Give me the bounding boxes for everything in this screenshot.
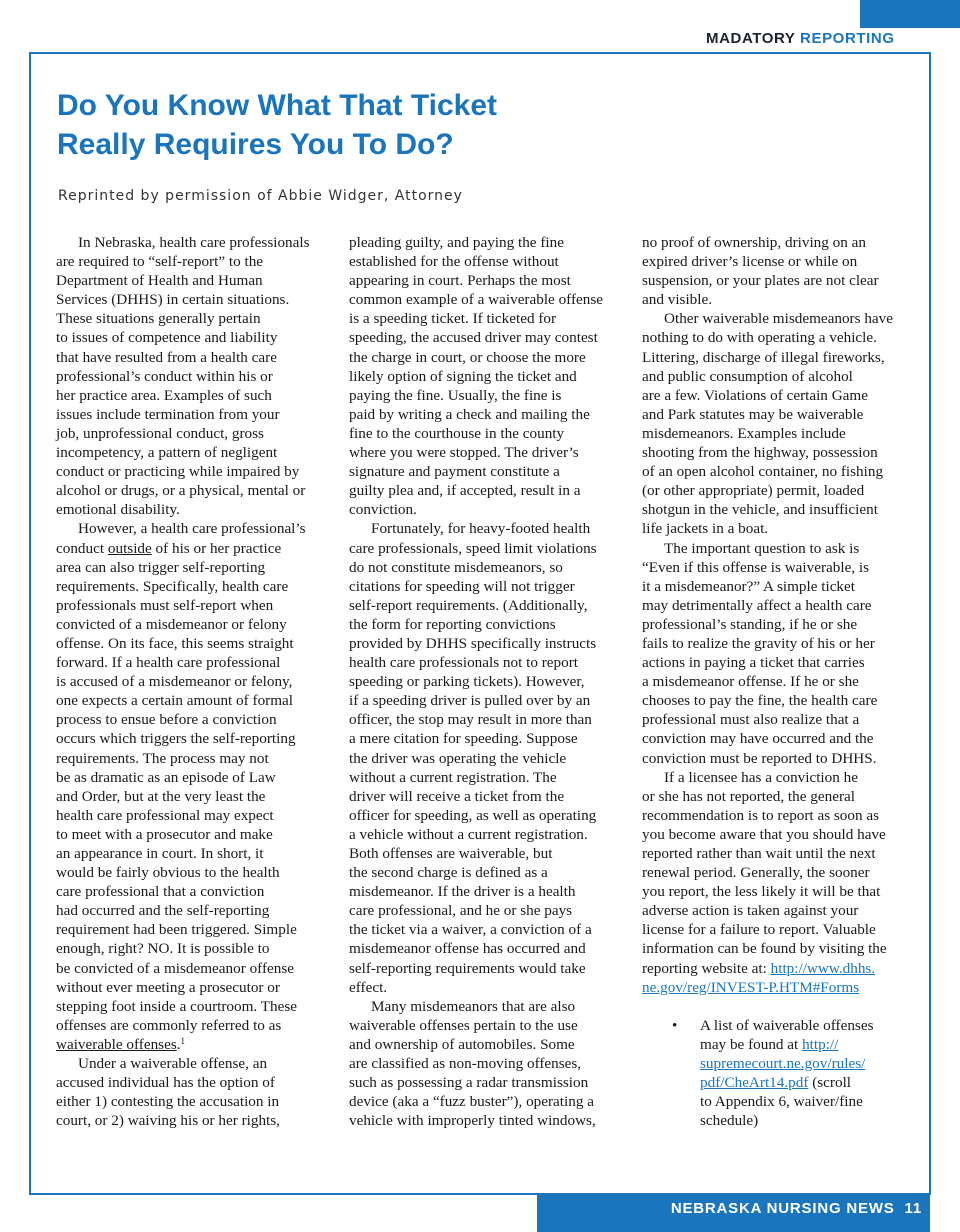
text-line: Other waiverable misdemeanors have xyxy=(664,310,893,328)
text-line: reported rather than wait until the next xyxy=(642,845,876,862)
supreme-court-link[interactable]: http:// xyxy=(802,1035,839,1053)
text-line: where you were stopped. The driver’s xyxy=(349,444,579,462)
text-line: a misdemeanor offense. If he or she xyxy=(642,673,859,691)
text-line: Fortunately, for heavy-footed health xyxy=(371,520,591,538)
text-line: shooting from the highway, possession xyxy=(642,444,878,462)
text-line: are required to “self-report” to the xyxy=(56,253,264,271)
footer xyxy=(671,1200,922,1217)
text-line: professional’s standing, if he or she xyxy=(642,615,858,633)
text-line: is a speeding ticket. If ticketed for xyxy=(349,310,557,328)
text-column-3 xyxy=(642,233,918,1130)
text-line: misdemeanors. Examples include xyxy=(642,424,846,442)
text-line: health care professionals not to report xyxy=(349,654,578,672)
text-line: the ticket via a waiver, a conviction of a xyxy=(349,921,592,939)
section-label xyxy=(706,30,895,47)
text-line: professional must also realize that a xyxy=(642,711,860,729)
text-line: fails to realize the gravity of his or her xyxy=(642,634,875,652)
text-line: alcohol or drugs, or a physical, mental or xyxy=(56,482,306,500)
text-line: fine to the courthouse in the county xyxy=(349,424,565,442)
text-line: occurs which triggers the self-reporting xyxy=(56,730,296,748)
text-fragment: of his or her practice xyxy=(155,539,282,557)
text-line: recommendation is to report as soon as xyxy=(642,806,880,824)
article-title xyxy=(57,86,657,164)
text-line: However, a health care professional’s xyxy=(78,520,306,538)
text-line: driver will receive a ticket from the xyxy=(349,787,565,805)
text-line: a vehicle without a current registration. xyxy=(349,825,588,843)
text-line: the driver was operating the vehicle xyxy=(349,749,567,767)
text-column-1 xyxy=(56,233,336,1130)
text-line: Department of Health and Human xyxy=(56,272,263,290)
text-line: adverse action is taken against your xyxy=(642,902,859,920)
text-line: emotional disability. xyxy=(56,501,180,519)
text-line: pleading guilty, and paying the fine xyxy=(349,234,564,251)
text-line: “Even if this offense is waiverable, is xyxy=(642,558,870,576)
text-line: (or other appropriate) permit, loaded xyxy=(642,482,865,500)
text-line: schedule) xyxy=(700,1112,759,1130)
text-line: would be fairly obvious to the health xyxy=(56,864,280,882)
title-line-2: Really Requires You To Do? xyxy=(57,128,454,161)
publication-name: NEBRASKA NURSING NEWS xyxy=(670,1200,895,1217)
text-line: Many misdemeanors that are also xyxy=(371,997,576,1015)
text-line: expired driver’s license or while on xyxy=(642,253,858,271)
text-line: such as possessing a radar transmission xyxy=(349,1074,589,1092)
text-line: established for the offense without xyxy=(349,253,559,271)
text-line: are a few. Violations of certain Game xyxy=(642,386,868,404)
text-line: shotgun in the vehicle, and insufficient xyxy=(642,501,878,519)
text-line: and Park statutes may be waiverable xyxy=(642,405,864,423)
text-line: incompetency, a pattern of negligent xyxy=(56,444,278,462)
footnote-marker: 1 xyxy=(180,1035,186,1046)
text-line: paying the fine. Usually, the fine is xyxy=(349,386,562,404)
text-line: care professional that a conviction xyxy=(56,883,265,901)
text-line: misdemeanor offense has occurred and xyxy=(349,940,586,958)
text-line: you report, the less likely it will be that xyxy=(642,883,881,901)
text-line: life jackets in a boat. xyxy=(642,520,769,538)
text-fragment: conduct xyxy=(56,539,105,557)
text-line: signature and payment constitute a xyxy=(349,463,560,481)
text-line: conviction must be reported to DHHS. xyxy=(642,749,877,767)
text-line: vehicle with improperly tinted windows, xyxy=(349,1112,596,1130)
text-line: an appearance in court. In short, it xyxy=(56,845,264,862)
text-fragment: (scroll xyxy=(812,1074,852,1092)
title-line-1: Do You Know What That Ticket xyxy=(57,89,498,122)
text-line: be as dramatic as an episode of Law xyxy=(56,768,276,786)
text-line xyxy=(642,959,918,978)
text-line: of an open alcohol container, no fishing xyxy=(642,463,884,481)
text-line: self-reporting requirements would take xyxy=(349,959,586,977)
text-line: be convicted of a misdemeanor offense xyxy=(56,959,294,977)
text-line: self-report requirements. (Additionally, xyxy=(349,596,588,614)
text-fragment: may be found at xyxy=(700,1035,799,1053)
text-line: and Order, but at the very least the xyxy=(56,787,266,805)
text-line: either 1) contesting the accusation in xyxy=(56,1093,280,1111)
text-line: misdemeanor. If the driver is a health xyxy=(349,883,576,901)
text-line: professionals must self-report when xyxy=(56,596,274,614)
text-line: speeding or parking tickets). However, xyxy=(349,673,585,691)
text-line: suspension, or your plates are not clear xyxy=(642,272,879,290)
text-line: information can be found by visiting the xyxy=(642,940,887,958)
text-line: process to ensue before a conviction xyxy=(56,711,277,729)
text-line: stepping foot inside a courtroom. These xyxy=(56,997,297,1015)
text-line: is accused of a misdemeanor or felony, xyxy=(56,673,293,691)
text-line xyxy=(700,1035,918,1054)
section-label-dark: MADATORY xyxy=(706,30,796,47)
text-line: area can also trigger self-reporting xyxy=(56,558,266,576)
text-line: effect. xyxy=(349,978,388,996)
text-line xyxy=(642,978,918,997)
text-line: paid by writing a check and mailing the xyxy=(349,405,590,423)
text-line: care professionals, speed limit violations xyxy=(349,539,597,557)
text-line: nothing to do with operating a vehicle. xyxy=(642,329,877,347)
text-line: are classified as non-moving offenses, xyxy=(349,1055,582,1073)
text-line: to Appendix 6, waiver/fine xyxy=(700,1093,863,1111)
text-line: renewal period. Generally, the sooner xyxy=(642,864,870,882)
text-line: it a misdemeanor?” A simple ticket xyxy=(642,577,855,595)
text-line: In Nebraska, health care professionals xyxy=(78,234,310,251)
text-line: actions in paying a ticket that carries xyxy=(642,654,865,672)
text-line: If a licensee has a conviction he xyxy=(664,768,858,786)
corner-accent-tab xyxy=(860,0,960,28)
text-line: you become aware that you should have xyxy=(642,825,886,843)
text-line: and public consumption of alcohol xyxy=(642,367,853,385)
text-line: common example of a waiverable offense xyxy=(349,291,604,309)
supreme-court-link-end[interactable]: pdf/CheArt14.pdf xyxy=(700,1074,809,1092)
text-line xyxy=(56,539,336,558)
section-label-light: REPORTING xyxy=(800,30,895,47)
text-line: forward. If a health care professional xyxy=(56,654,281,672)
text-line: professional’s conduct within his or xyxy=(56,367,273,385)
text-line: to meet with a prosecutor and make xyxy=(56,825,273,843)
text-line: had occurred and the self-reporting xyxy=(56,902,270,920)
text-line xyxy=(56,1035,336,1054)
supreme-court-link-continued[interactable]: supremecourt.ne.gov/rules/ xyxy=(700,1055,866,1073)
text-line: the charge in court, or choose the more xyxy=(349,348,586,366)
text-line: care professional, and he or she pays xyxy=(349,902,573,920)
text-line: likely option of signing the ticket and xyxy=(349,367,577,385)
text-line: conviction. xyxy=(349,501,417,519)
text-line: requirements. The process may not xyxy=(56,749,269,767)
text-line: accused individual has the option of xyxy=(56,1074,275,1092)
text-line: no proof of ownership, driving on an xyxy=(642,234,866,251)
emphasis-outside: outside xyxy=(107,539,152,557)
text-line: requirement had been triggered. Simple xyxy=(56,921,297,939)
text-line: do not constitute misdemeanors, so xyxy=(349,558,563,576)
text-line: if a speeding driver is pulled over by an xyxy=(349,692,591,710)
text-line: These situations generally pertain xyxy=(56,310,261,328)
text-line: or she has not reported, the general xyxy=(642,787,855,805)
text-line: the second charge is defined as a xyxy=(349,864,548,882)
text-line: health care professional may expect xyxy=(56,806,274,824)
text-line: conviction may have occurred and the xyxy=(642,730,874,748)
text-line: citations for speeding will not trigger xyxy=(349,577,575,595)
text-line: without a current registration. The xyxy=(349,768,557,786)
bullet-item xyxy=(642,1016,918,1131)
text-line: offense. On its face, this seems straight xyxy=(56,634,294,652)
dhhs-forms-link-continued[interactable]: ne.gov/reg/INVEST-P.HTM#Forms xyxy=(642,978,860,996)
text-line: without ever meeting a prosecutor or xyxy=(56,978,280,996)
text-line: appearing in court. Perhaps the most xyxy=(349,272,571,290)
text-fragment: reporting website at: xyxy=(642,959,767,977)
text-line: chooses to pay the fine, the health care xyxy=(642,692,878,710)
text-line: guilty plea and, if accepted, result in a xyxy=(349,482,581,500)
page-number: 11 xyxy=(904,1200,922,1217)
text-line: the form for reporting convictions xyxy=(349,615,556,633)
text-line: Under a waiverable offense, an xyxy=(78,1055,268,1073)
text-fragment: . xyxy=(176,1035,181,1053)
text-line: officer for speeding, as well as operating xyxy=(349,806,597,824)
text-line: to issues of competence and liability xyxy=(56,329,278,347)
text-line: Littering, discharge of illegal fireworks, xyxy=(642,348,885,366)
text-line: her practice area. Examples of such xyxy=(56,386,272,404)
dhhs-forms-link[interactable]: http://www.dhhs. xyxy=(770,959,876,977)
byline: Reprinted by permission of Abbie Widger, Attorney xyxy=(58,188,463,204)
text-line: that have resulted from a health care xyxy=(56,348,277,366)
text-line: and visible. xyxy=(642,291,713,309)
text-line: one expects a certain amount of formal xyxy=(56,692,293,710)
text-line: offenses are commonly referred to as xyxy=(56,1016,282,1034)
text-line: waiverable offenses pertain to the use xyxy=(349,1016,578,1034)
text-line: a mere citation for speeding. Suppose xyxy=(349,730,578,748)
text-line: device (aka a “fuzz buster”), operating a xyxy=(349,1093,594,1111)
text-line: court, or 2) waiving his or her rights, xyxy=(56,1112,280,1130)
text-line: The important question to ask is xyxy=(664,539,860,557)
text-line: enough, right? NO. It is possible to xyxy=(56,940,270,958)
text-line: requirements. Specifically, health care xyxy=(56,577,289,595)
text-line: Both offenses are waiverable, but xyxy=(349,845,553,862)
text-line: officer, the stop may result in more than xyxy=(349,711,592,729)
text-line: provided by DHHS specifically instructs xyxy=(349,634,597,652)
text-line: Services (DHHS) in certain situations. xyxy=(56,291,290,309)
text-line: may detrimentally affect a health care xyxy=(642,596,872,614)
bullet-marker: • xyxy=(672,1016,678,1034)
text-line: convicted of a misdemeanor or felony xyxy=(56,615,287,633)
text-line: issues include termination from your xyxy=(56,405,280,423)
text-line: speeding, the accused driver may contest xyxy=(349,329,598,347)
text-line xyxy=(700,1073,918,1092)
text-line: license for a failure to report. Valuable xyxy=(642,921,876,939)
text-column-2 xyxy=(349,233,625,1130)
text-line: A list of waiverable offenses xyxy=(700,1016,874,1034)
text-line: conduct or practicing while impaired by xyxy=(56,463,300,481)
emphasis-waiverable-offenses: waiverable offenses xyxy=(56,1035,177,1053)
text-line xyxy=(700,1054,918,1073)
text-line: and ownership of automobiles. Some xyxy=(349,1035,575,1053)
text-line: job, unprofessional conduct, gross xyxy=(56,424,264,442)
